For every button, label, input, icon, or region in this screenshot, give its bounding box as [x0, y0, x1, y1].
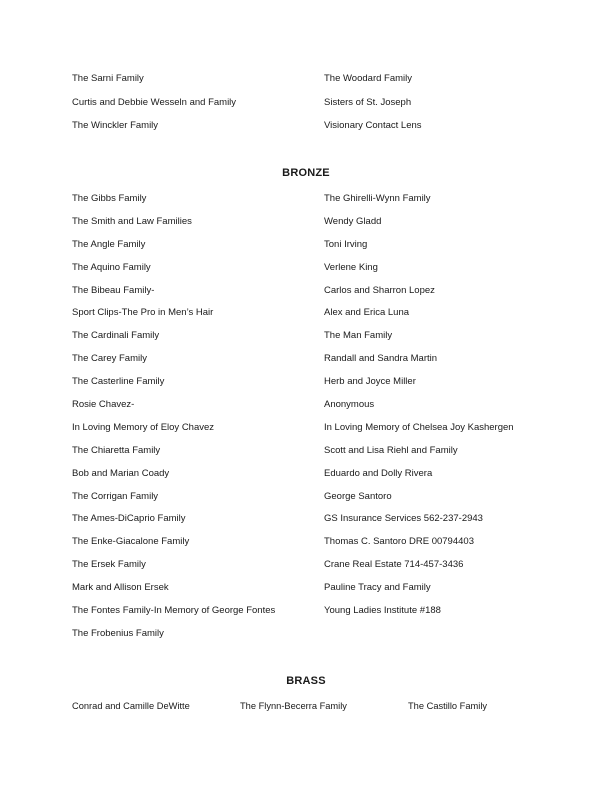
- bronze-donor-name: Scott and Lisa Riehl and Family: [324, 444, 458, 456]
- brass-donor-name: The Flynn-Becerra Family: [240, 701, 347, 711]
- bronze-right-column: [324, 192, 554, 650]
- donor-name: Sisters of St. Joseph: [324, 96, 412, 108]
- bronze-donor-name: The Aquino Family: [72, 261, 151, 273]
- bronze-donor-name: In Loving Memory of Eloy Chavez: [72, 421, 215, 433]
- bronze-donor-name: The Ersek Family: [72, 559, 146, 571]
- bronze-donor-name: The Ghirelli-Wynn Family: [324, 193, 431, 204]
- bronze-donor-name: The Bibeau Family-: [72, 284, 155, 296]
- bronze-donor-name: The Corrigan Family: [72, 490, 159, 502]
- bronze-donor-name: Crane Real Estate 714-457-3436: [324, 559, 464, 571]
- bronze-donor-name: The Frobenius Family: [72, 627, 164, 639]
- bronze-donor-name: The Man Family: [324, 330, 393, 342]
- brass-donor-name: The Castillo Family: [408, 701, 488, 711]
- bronze-heading: BRONZE: [282, 167, 330, 179]
- bronze-donor-name: The Fontes Family-In Memory of George Fontes: [72, 605, 276, 617]
- bronze-donor-name: The Casterline Family: [72, 376, 165, 388]
- bronze-donor-name: Anonymous: [324, 399, 375, 411]
- bronze-donor-name: Toni Irving: [324, 238, 368, 250]
- bronze-donor-name: Eduardo and Dolly Rivera: [324, 467, 433, 479]
- bronze-donor-name: George Santoro: [324, 490, 392, 502]
- bronze-donor-name: GS Insurance Services 562-237-2943: [324, 513, 483, 525]
- top-left-column: [72, 72, 324, 143]
- bronze-donor-name: Alex and Erica Luna: [324, 307, 410, 319]
- bronze-donor-name: Pauline Tracy and Family: [324, 582, 431, 594]
- bronze-donor-name: The Cardinali Family: [72, 330, 160, 342]
- bronze-donor-name: Herb and Joyce Miller: [324, 376, 416, 388]
- brass-donor-row: [72, 699, 576, 713]
- bronze-left-column: [72, 192, 324, 650]
- bronze-donor-name: In Loving Memory of Chelsea Joy Kashergen: [324, 421, 514, 433]
- bronze-donor-name: Young Ladies Institute #188: [324, 605, 441, 617]
- donor-name: Curtis and Debbie Wesseln and Family: [72, 96, 237, 108]
- bronze-donor-name: Sport Clips-The Pro in Men’s Hair: [72, 307, 214, 319]
- bronze-donor-name: The Ames-DiCaprio Family: [72, 513, 186, 525]
- top-donor-columns: [72, 72, 554, 143]
- bronze-donor-name: The Angle Family: [72, 238, 146, 250]
- bronze-donor-name: Bob and Marian Coady: [72, 467, 170, 479]
- donor-name: The Sarni Family: [72, 73, 144, 84]
- donor-name: The Woodard Family: [324, 73, 412, 84]
- bronze-donor-name: The Carey Family: [72, 353, 147, 365]
- brass-donor-name: Conrad and Camille DeWitte: [72, 701, 190, 711]
- bronze-donor-name: Randall and Sandra Martin: [324, 353, 438, 365]
- bronze-donor-name: Wendy Gladd: [324, 215, 382, 227]
- donor-name: The Winckler Family: [72, 120, 159, 131]
- bronze-donor-name: Carlos and Sharron Lopez: [324, 284, 435, 296]
- top-right-column: [324, 72, 554, 143]
- bronze-donor-name: The Smith and Law Families: [72, 215, 192, 227]
- bronze-donor-name: The Gibbs Family: [72, 193, 147, 204]
- bronze-donor-name: The Chiaretta Family: [72, 444, 161, 456]
- bronze-donor-name: Rosie Chavez-: [72, 399, 135, 411]
- bronze-donor-name: The Enke-Giacalone Family: [72, 536, 190, 548]
- bronze-donor-name: Thomas C. Santoro DRE 00794403: [324, 536, 474, 548]
- bronze-donor-columns: [72, 192, 554, 650]
- donor-name: Visionary Contact Lens: [324, 120, 422, 131]
- bronze-donor-name: Verlene King: [324, 261, 378, 273]
- brass-heading: BRASS: [286, 675, 326, 687]
- bronze-donor-name: Mark and Allison Ersek: [72, 582, 169, 594]
